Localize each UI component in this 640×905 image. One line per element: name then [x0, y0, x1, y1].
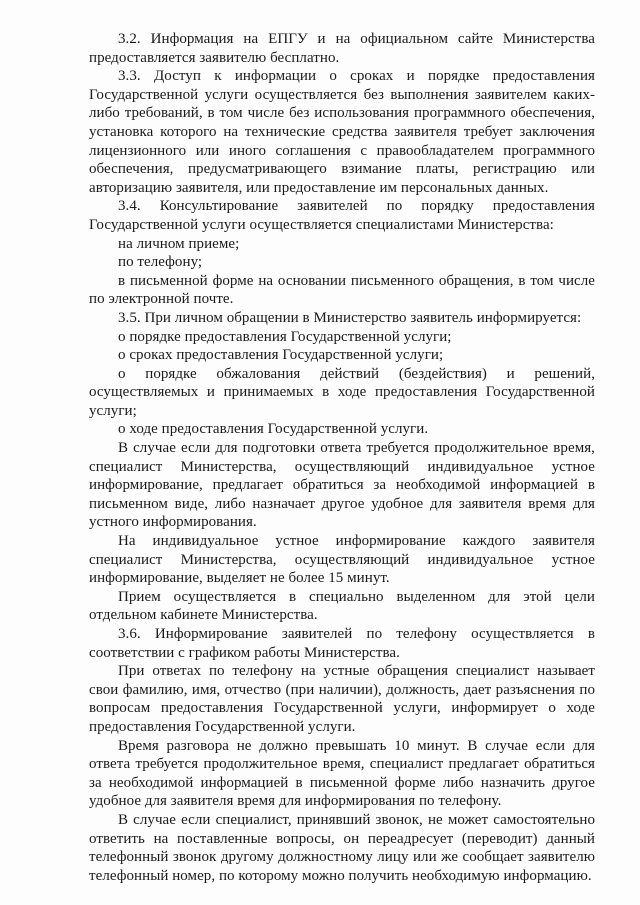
paragraph-3-3: 3.3. Доступ к информации о сроках и порядке предоставления Государственной услуги осуществляется без выполнения заявителем каких-либо требований, в том числе без использования программного обеспечения, установка которого на технические средства заявителя требует заключения лицензионного или иного соглашения с правообладателем программного обеспечения, предусматривающего взимание платы, регистрацию или авторизацию заявителя, или предоставление им персональных данных. [89, 68, 595, 196]
list-item-progress: о ходе предоставления Государственной услуги. [118, 421, 429, 438]
paragraph-15-minutes: На индивидуальное устное информирование каждого заявителя специалист Министерства, осуществляющий индивидуальное устное информирование, выделяет не более 15 минут. [89, 533, 595, 587]
paragraph-phone-answers: При ответах по телефону на устные обращения специалист называет свои фамилию, имя, отчество (при наличии), должность, дает разъяснения по вопросам предоставления Государственной услуги, информирует о ходе предоставления Государственной услуги. [89, 663, 595, 735]
document-body [89, 30, 595, 885]
list-item-phone: по телефону; [118, 254, 203, 271]
list-item-in-person: на личном приеме; [118, 235, 240, 252]
paragraph-long-preparation: В случае если для подготовки ответа требуется продолжительное время, специалист Министерства, осуществляющий индивидуальное устное информирование, предлагает обратиться за необходимой информацией в письменном виде, либо назначает другое удобное для заявителя время для устного информирования. [89, 440, 595, 531]
paragraph-3-2: 3.2. Информация на ЕПГУ и на официальном сайте Министерства предоставляется заявителю бесплатно. [89, 31, 595, 66]
paragraph-reception-room: Прием осуществляется в специально выделенном для этой цели отдельном кабинете Министерства. [89, 588, 595, 624]
list-item-procedure: о порядке предоставления Государственной услуги; [118, 328, 452, 345]
paragraph-10-minutes: Время разговора не должно превышать 10 минут. В случае если для ответа требуется продолжительное время, специалист предлагает обратиться за необходимой информацией в письменной форме либо назначить другое удобное для заявителя время для информирования по телефону. [89, 737, 595, 810]
paragraph-call-redirect: В случае если специалист, принявший звонок, не может самостоятельно ответить на поставленные вопросы, он переадресует (переводит) данный телефонный звонок другому должностному лицу или же сообщает заявителю телефонный номер, по которому можно получить необходимую информацию. [89, 811, 595, 884]
paragraph-3-6: 3.6. Информирование заявителей по телефону осуществляется в соответствии с графиком работы Министерства. [89, 626, 595, 661]
paragraph-3-5: 3.5. При личном обращении в Министерство заявитель информируется: [118, 309, 582, 326]
paragraph-3-4: 3.4. Консультирование заявителей по порядку предоставления Государственной услуги осуществляется специалистами Министерства: [89, 198, 595, 233]
list-item-written: в письменной форме на основании письменного обращения, в том числе по электронной почте. [89, 272, 595, 308]
list-item-terms: о сроках предоставления Государственной услуги; [118, 347, 444, 364]
list-item-appeal: о порядке обжалования действий (бездействия) и решений, осуществляемых и принимаемых в ходе предоставления Государственной услуги; [89, 365, 595, 419]
